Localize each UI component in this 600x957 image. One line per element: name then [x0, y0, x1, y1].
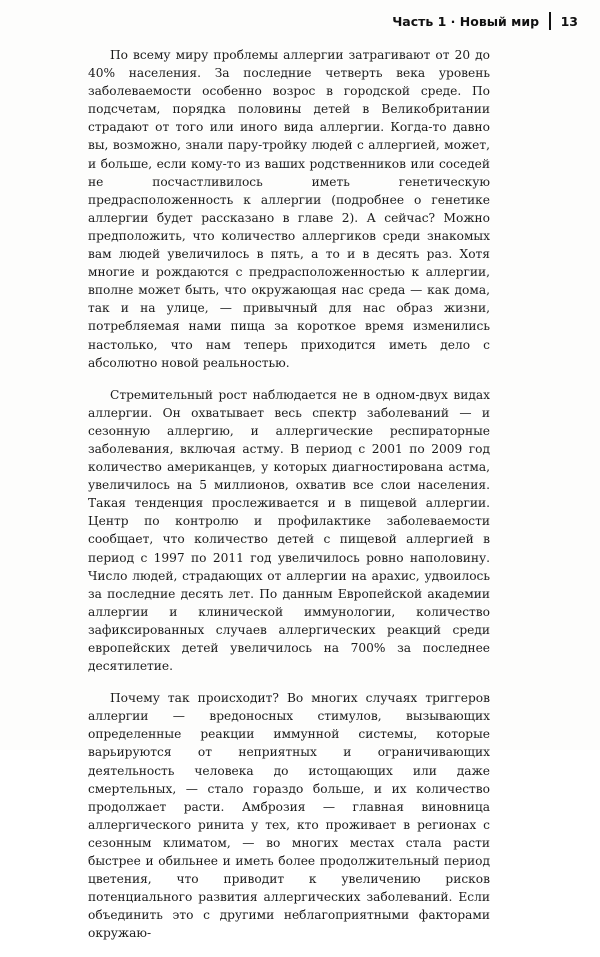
- paragraph-1: По всему миру проблемы аллергии затрагивают от 20 до 40% населения. За последние четверть века уровень заболеваемости особенно возрос в городской среде. По подсчетам, порядка половины детей в Великобритании страдают от того или иного вида аллергии. Когда-то давно вы, возможно, знали пару-тройку людей с аллергией, может, и больше, если кому-то из ваших родственников или соседей не посчастливилось иметь генетическую предрасположенность к аллергии (подробнее о генетике аллергии будет рассказано в главе 2). А сейчас? Можно предположить, что количество аллергиков среди знакомых вам людей увеличилось в пять, а то и в десять раз. Хотя многие и рождаются с предрасположенностью к аллергии, вполне может быть, что окружающая нас среда — как дома, так и на улице, — привычный для нас образ жизни, потребляемая нами пища за короткое время изменились настолько, что нам теперь приходится иметь дело с абсолютно новой реальностью.: [88, 48, 490, 370]
- section-title: Часть 1 · Новый мир: [392, 13, 540, 29]
- body-text: [88, 46, 490, 957]
- paragraph-3: Почему так происходит? Во многих случаях триггеров аллергии — вредоносных стимулов, вызывающих определенные реакции иммунной системы, которые варьируются от неприятных и ограничивающих деятельность человека до истощающих или даже смертельных, — стало гораздо больше, и их количество продолжает расти. Амброзия — главная виновница аллергического ринита у тех, кто проживает в регионах с сезонным климатом, — во многих местах стала расти быстрее и обильнее и иметь более продолжительный период цветения, что приводит к увеличению рисков потенциального развития аллергических заболеваний. Если объединить это с другими неблагоприятными факторами окружаю-: [88, 691, 490, 941]
- header-divider: [549, 12, 551, 30]
- paragraph-2: Стремительный рост наблюдается не в одном-двух видах аллергии. Он охватывает весь спектр заболеваний — и сезонную аллергию, и аллергические респираторные заболевания, включая астму. В период с 2001 по 2009 год количество американцев, у которых диагностирована астма, увеличилось на 5 миллионов, охватив все слои населения. Такая тенденция прослеживается и в пищевой аллергии. Центр по контролю и профилактике заболеваемости сообщает, что количество детей с пищевой аллергией в период с 1997 по 2011 год увеличилось ровно наполовину. Число людей, страдающих от аллергии на арахис, удвоилось за последние десять лет. По данным Европейской академии аллергии и клинической иммунологии, количество зафиксированных случаев аллергических реакций среди европейских детей увеличилось на 700% за последнее десятилетие.: [88, 387, 490, 674]
- running-header: [392, 12, 578, 30]
- page-number: 13: [560, 13, 578, 29]
